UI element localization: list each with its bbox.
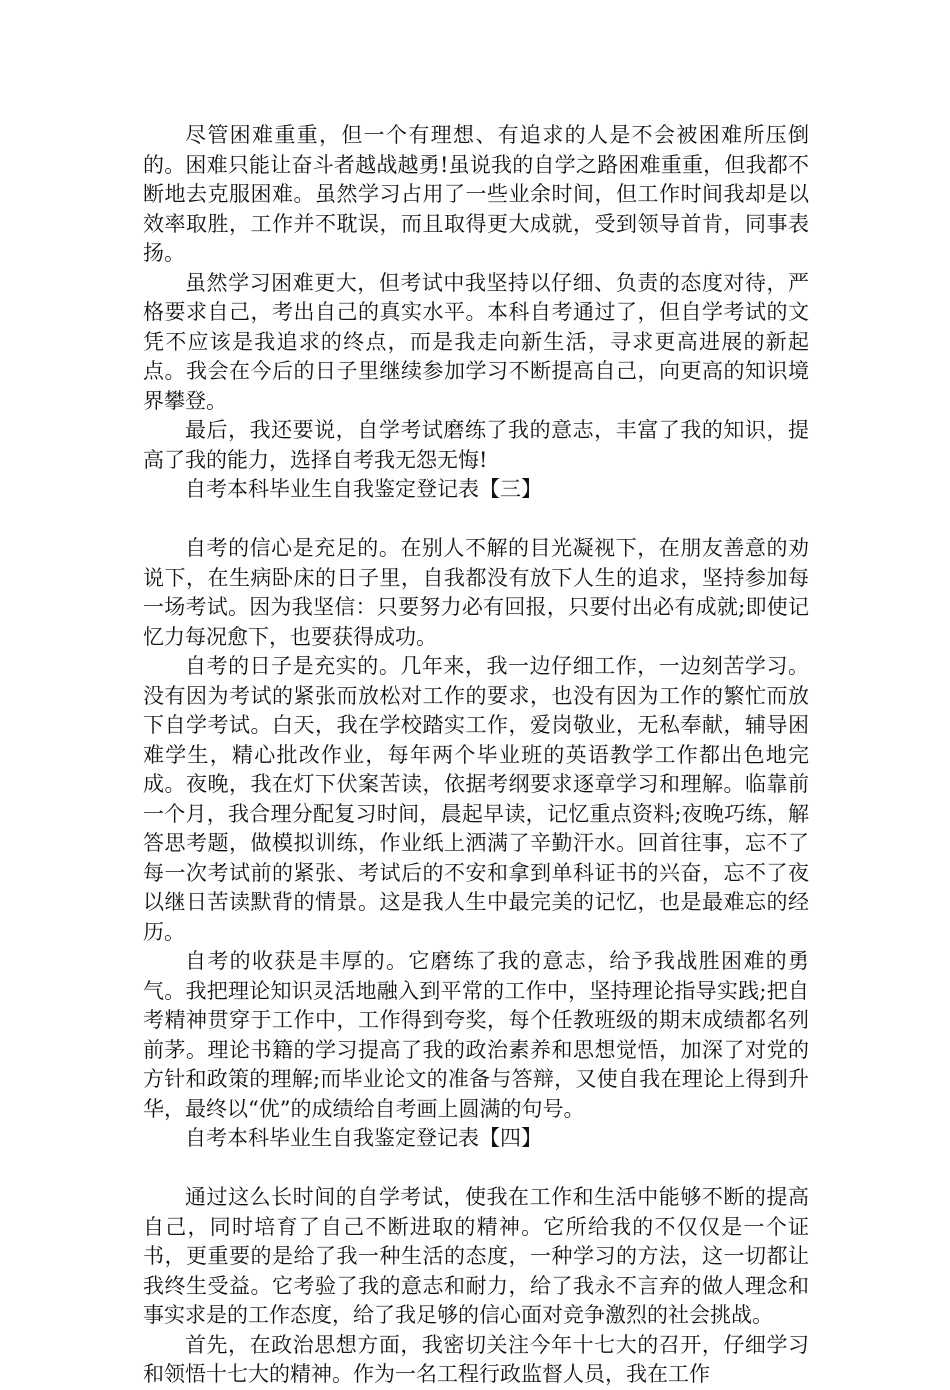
paragraph: 首先，在政治思想方面，我密切关注今年十七大的召开，仔细学习和领悟十七大的精神。作为一名工程行政监督人员，我在工作 — [143, 1332, 809, 1386]
paragraph: 自考的信心是充足的。在别人不解的目光凝视下，在朋友善意的劝说下，在生病卧床的日子里，自我都没有放下人生的追求，坚持参加每一场考试。因为我坚信：只要努力必有回报，只要付出必有成就;即使记忆力每况愈下，也要获得成功。 — [143, 536, 809, 649]
paragraph: 自考的日子是充实的。几年来，我一边仔细工作，一边刻苦学习。没有因为考试的紧张而放松对工作的要求，也没有因为工作的繁忙而放下自学考试。白天，我在学校踏实工作，爱岗敬业，无私奉献，辅导困难学生，精心批改作业，每年两个毕业班的英语教学工作都出色地完成。夜晚，我在灯下伏案苦读，依据考纲要求逐章学习和理解。临靠前一个月，我合理分配复习时间，晨起早读，记忆重点资料;夜晚巧练，解答思考题，做模拟训练，作业纸上洒满了辛勤汗水。回首往事，忘不了每一次考试前的紧张、考试后的不安和拿到单科证书的兴奋，忘不了夜以继日苦读默背的情景。这是我人生中最完美的记忆，也是最难忘的经历。 — [143, 654, 809, 944]
blank-line — [143, 1154, 809, 1184]
paragraph: 虽然学习困难更大，但考试中我坚持以仔细、负责的态度对待，严格要求自己，考出自己的真实水平。本科自考通过了，但自学考试的文凭不应该是我追求的终点，而是我走向新生活，寻求更高进展的新起点。我会在今后的日子里继续参加学习不断提高自己，向更高的知识境界攀登。 — [143, 270, 809, 413]
document-body — [143, 121, 809, 1390]
section-heading-four: 自考本科毕业生自我鉴定登记表【四】 — [185, 1126, 542, 1150]
blank-line — [143, 505, 809, 535]
paragraph: 尽管困难重重，但一个有理想、有追求的人是不会被困难所压倒的。困难只能让奋斗者越战越勇!虽说我的自学之路困难重重，但我都不断地去克服困难。虽然学习占用了一些业余时间，但工作时间我却是以效率取胜，工作并不耽误，而且取得更大成就，受到领导首肯，同事表扬。 — [143, 123, 809, 265]
paragraph: 最后，我还要说，自学考试磨练了我的意志，丰富了我的知识，提高了我的能力，选择自考我无怨无悔! — [143, 418, 809, 472]
paragraph: 自考的收获是丰厚的。它磨练了我的意志，给予我战胜困难的勇气。我把理论知识灵活地融入到平常的工作中，坚持理论指导实践;把自考精神贯穿于工作中，工作得到夸奖，每个任教班级的期末成绩都名列前茅。理论书籍的学习提高了我的政治素养和思想觉悟，加深了对党的方针和政策的理解;而毕业论文的准备与答辩，又使自我在理论上得到升华，最终以“优”的成绩给自考画上圆满的句号。 — [143, 949, 809, 1121]
paragraph: 通过这么长时间的自学考试，使我在工作和生活中能够不断的提高自己，同时培育了自己不断进取的精神。它所给我的不仅仅是一个证书，更重要的是给了我一种生活的态度，一种学习的方法，这一切都让我终生受益。它考验了我的意志和耐力，给了我永不言弃的做人理念和事实求是的工作态度，给了我足够的信心面对竞争激烈的社会挑战。 — [143, 1185, 809, 1327]
section-heading-three: 自考本科毕业生自我鉴定登记表【三】 — [185, 477, 542, 501]
